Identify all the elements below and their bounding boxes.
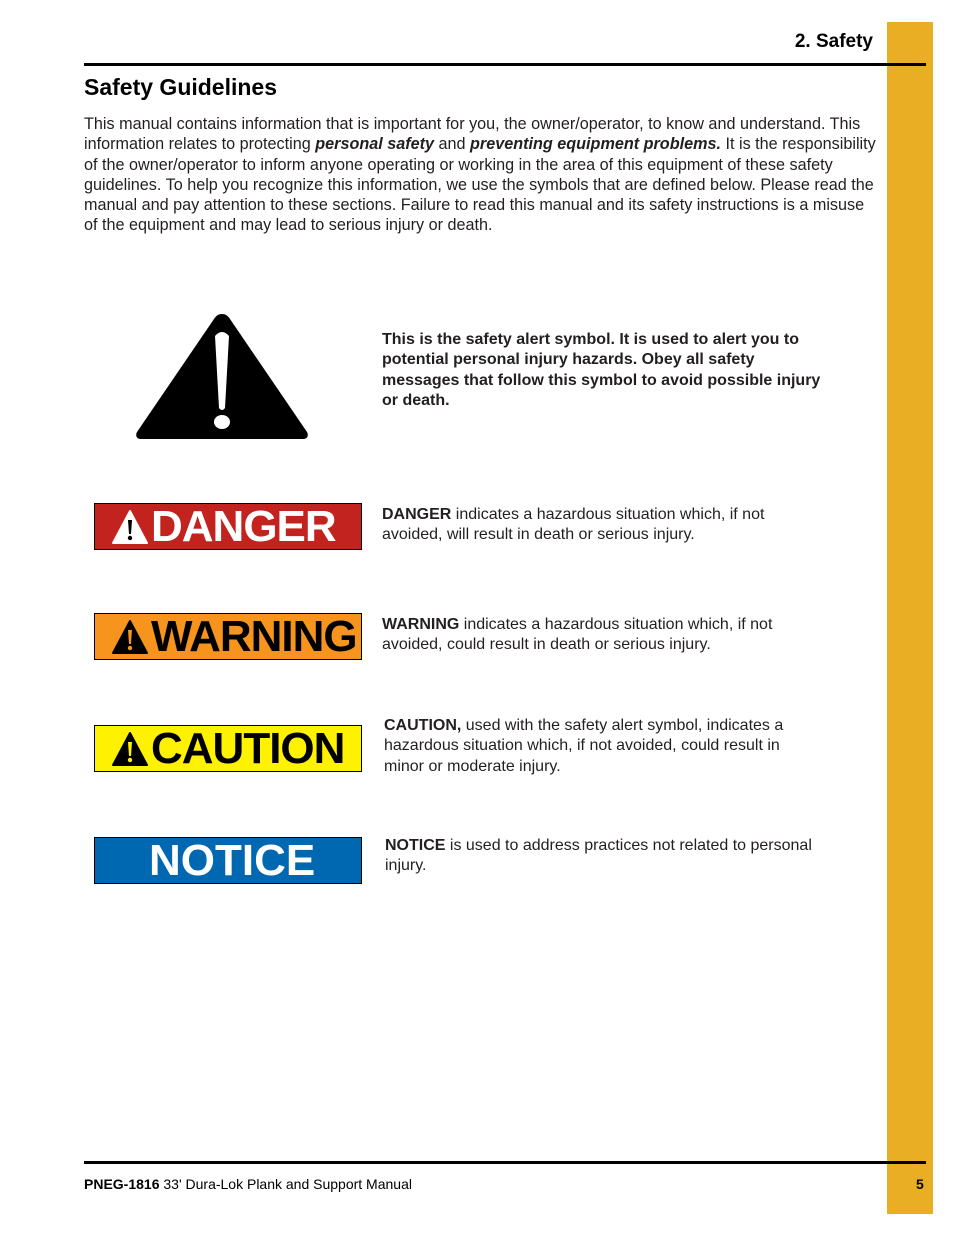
caution-text: used with the safety alert symbol, indicates a hazardous situation which, if not avoided, could result in minor or moderate injury. (384, 717, 784, 775)
warning-text: indicates a hazardous situation which, if not avoided, could result in death or serious injury. (382, 616, 773, 654)
danger-sign-label: DANGER (151, 503, 336, 550)
caution-description (384, 716, 824, 777)
warning-sign (94, 613, 362, 660)
danger-text: indicates a hazardous situation which, if not avoided, will result in death or serious injury. (382, 506, 765, 544)
intro-text-2: and (434, 135, 471, 154)
header-divider (84, 63, 926, 66)
footer-document-title (84, 1176, 412, 1192)
danger-lead: DANGER (382, 506, 452, 523)
danger-sign (94, 503, 362, 550)
notice-sign (94, 837, 362, 884)
safety-alert-icon (133, 308, 311, 440)
warning-description (382, 615, 822, 656)
notice-text: is used to address practices not related to personal injury. (385, 837, 812, 875)
warning-lead: WARNING (382, 616, 460, 633)
intro-text-1: This manual contains information that is important for you, the owner/operator, to know and understand. This information relates to protecting (84, 115, 861, 154)
alert-symbol-description: This is the safety alert symbol. It is used to alert you to potential personal injury hazards. Obey all safety messages that follow this symbol to avoid possible injury or death. (382, 331, 821, 410)
notice-lead: NOTICE (385, 837, 446, 854)
intro-emphasis-2: preventing equipment problems. (470, 135, 721, 154)
footer-divider (84, 1161, 926, 1164)
caution-lead: CAUTION, (384, 717, 462, 734)
notice-description (385, 836, 825, 877)
chapter-side-bar (887, 22, 933, 1214)
danger-description (382, 505, 822, 546)
page-number: 5 (916, 1176, 924, 1192)
chapter-title: 2. Safety (794, 31, 873, 52)
section-title: Safety Guidelines (84, 74, 278, 100)
caution-sign-label: CAUTION (151, 725, 345, 772)
warning-triangle-icon (111, 509, 149, 545)
caution-sign (94, 725, 362, 772)
intro-emphasis-1: personal safety (315, 135, 435, 154)
footer-doc-id: PNEG-1816 (84, 1176, 160, 1192)
warning-triangle-icon (111, 731, 149, 767)
footer-doc-name: 33' Dura-Lok Plank and Support Manual (159, 1176, 412, 1192)
intro-paragraph (84, 114, 879, 236)
intro-text-3: It is the responsibility of the owner/operator to inform anyone operating or working in the area of this equipment of these safety guidelines. To help you recognize this information, we use the symbols that are defined below. Please read the manual and pay attention to these sections. Failure to read this manual and its safety instructions is a misuse of the equipment and may lead to serious injury or death. (84, 135, 876, 235)
warning-triangle-icon (111, 619, 149, 655)
warning-sign-label: WARNING (151, 613, 357, 660)
notice-sign-label: NOTICE (149, 837, 316, 884)
